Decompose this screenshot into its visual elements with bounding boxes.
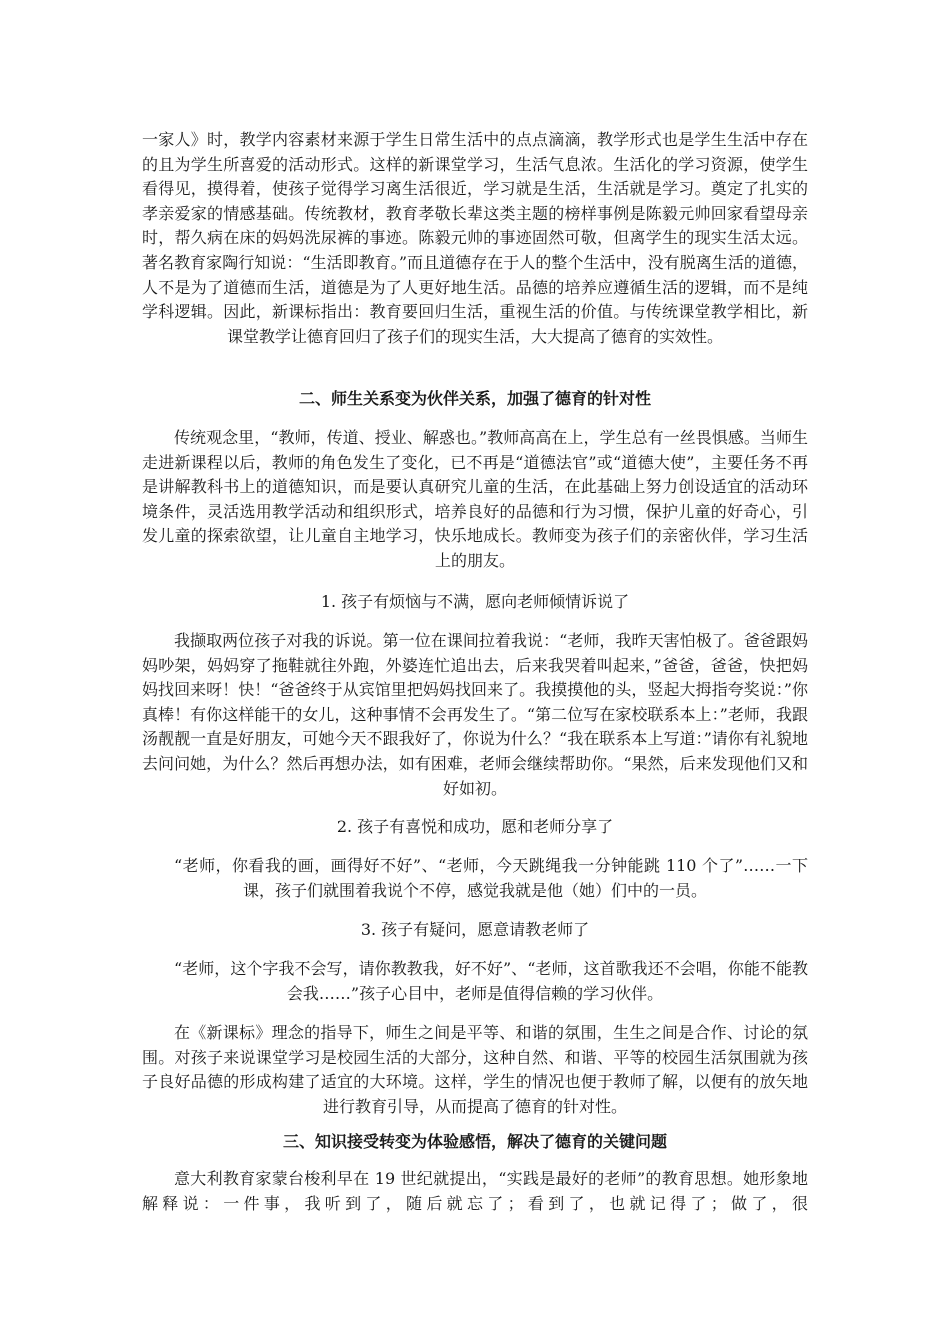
subheading-joy-success: 2. 孩子有喜悦和成功，愿和老师分享了 [336,817,614,836]
paragraph-text: 传统观念里，“教师，传道、授业、解惑也。”教师高高在上，学生总有一丝畏惧感。当师生走进新课程以后，教师的角色发生了变化，已不再是“道德法官”或“道德大使”，主要任务不再是讲解教科书上的道德知识，而是要认真研究儿童的生活，在此基础上努力创设适宜的活动环境条件，灵活选用教学活动和组织形式，培养良好的品德和行为习惯，保护儿童的好奇心，引发儿童的探索欲望，让儿童自主地学习，快乐地成长。教师变为孩子们的亲密伙伴，学习生活上的朋友。 [142,428,808,570]
paragraph-sharing [142,854,808,903]
paragraph-text: 在《新课标》理念的指导下，师生之间是平等、和谐的氛围，生生之间是合作、讨论的氛围。对孩子来说课堂学习是校园生活的大部分，这种自然、和谐、平等的校园生活氛围就为孩子良好品德的形成构建了适宜的大环境。这样，学生的情况也便于教师了解，以便有的放矢地进行教育引导，从而提高了德育的针对性。 [142,1023,808,1116]
paragraph-traditional-concept [142,426,808,574]
section-heading-teacher-student-relationship: 二、师生关系变为伙伴关系，加强了德育的针对性 [298,389,651,408]
paragraph-asking-teacher [142,957,808,1006]
paragraph-children-stories [142,629,808,801]
subheading-questions: 3. 孩子有疑问，愿意请教老师了 [360,920,590,939]
paragraph-text: “老师，你看我的画，画得好不好”、“老师，今天跳绳我一分钟能跳 110 个了”……一下课，孩子们就围着我说个不停，感觉我就是他（她）们中的一员。 [174,856,808,900]
paragraph-text: 意大利教育家蒙台梭利早在 19 世纪就提出，“实践是最好的老师”的教育思想。她形象地解释说：一件事，我听到了，随后就忘了；看到了，也就记得了；做了，很 [142,1169,808,1213]
subheading-troubles: 1. 孩子有烦恼与不满，愿向老师倾情诉说了 [320,592,630,611]
section-heading-experience-learning: 三、知识接受转变为体验感悟，解决了德育的关键问题 [282,1132,667,1151]
paragraph-montessori [142,1167,808,1216]
paragraph-text: 一家人》时，教学内容素材来源于学生日常生活中的点点滴滴，教学形式也是学生生活中存在的且为学生所喜爱的活动形式。这样的新课堂学习，生活气息浓。生活化的学习资源，使学生看得见，摸得着，使孩子觉得学习离生活很近，学习就是生活，生活就是学习。奠定了扎实的孝亲爱家的情感基础。传统教材，教育孝敬长辈这类主题的榜样事例是陈毅元帅回家看望母亲时，帮久病在床的妈妈洗尿裤的事迹。陈毅元帅的事迹固然可敬，但离学生的现实生活太远。著名教育家陶行知说：“生活即教育。”而且道德存在于人的整个生活中，没有脱离生活的道德，人不是为了道德而生活，道德是为了人更好地生活。品德的培养应遵循生活的逻辑，而不是纯学科逻辑。因此，新课标指出：教育要回归生活，重视生活的价值。与传统课堂教学相比，新课堂教学让德育回归了孩子们的现实生活，大大提高了德育的实效性。 [142,130,808,346]
paragraph-new-curriculum [142,1021,808,1119]
paragraph-text: “老师，这个字我不会写，请你教教我，好不好”、“老师，这首歌我还不会唱，你能不能教会我……”孩子心目中，老师是值得信赖的学习伙伴。 [174,959,808,1003]
paragraph-text: 我撷取两位孩子对我的诉说。第一位在课间拉着我说：“老师，我昨天害怕极了。爸爸跟妈妈吵架，妈妈穿了拖鞋就往外跑，外婆连忙追出去，后来我哭着叫起来，”爸爸，爸爸，快把妈妈找回来呀！快！“爸爸终于从宾馆里把妈妈找回来了。我摸摸他的头，竖起大拇指夸奖说：”你真棒！有你这样能干的女儿，这种事情不会再发生了。“第二位写在家校联系本上：”老师，我跟汤靓靓一直是好朋友，可她今天不跟我好了，你说为什么？“我在联系本上写道：”请你有礼貌地去问问她，为什么？然后再想办法，如有困难，老师会继续帮助你。“果然，后来发现他们又和好如初。 [142,631,808,798]
paragraph-life-education [142,128,808,349]
